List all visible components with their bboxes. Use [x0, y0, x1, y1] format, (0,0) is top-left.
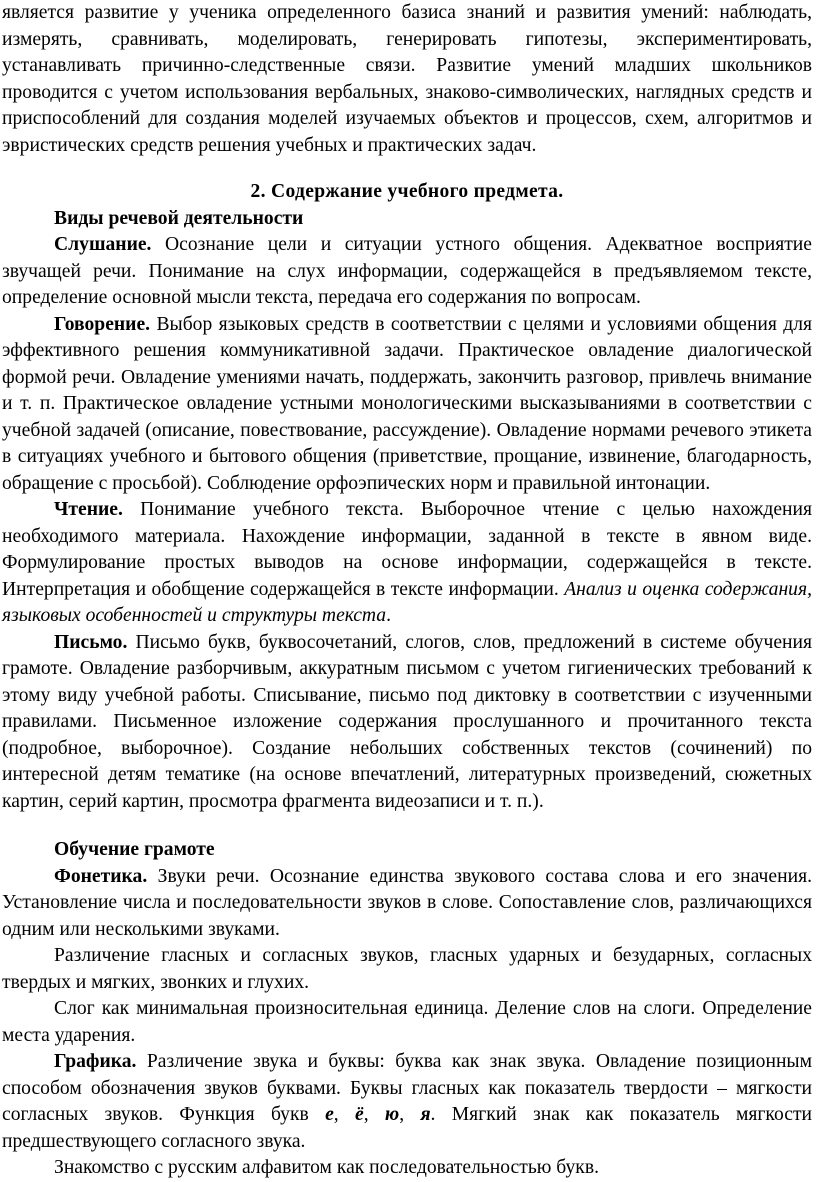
- paragraph-writing: [2, 630, 812, 816]
- paragraph-listening: [2, 232, 812, 312]
- term-reading: Чтение.: [54, 499, 123, 520]
- paragraph-reading: [2, 497, 812, 630]
- letter-sep-3: ,: [399, 1104, 421, 1125]
- letter-ya: я: [420, 1104, 431, 1125]
- subheading-speech-activity: Виды речевой деятельности: [54, 207, 304, 229]
- text-writing: Письмо букв, буквосочетаний, слогов, слов, предложений в системе обучения грамоте. Овладение разборчивым, аккуратным письмом с учетом гигиенических требований к этому виду учебной работы. Списывание, письмо под диктовку в соответствии с изученными правилами. Письменное изложение содержания прослушанного и прочитанного текста (подробное, выборочное). Создание небольших собственных текстов (сочинений) по интересной детям тематике (на основе впечатлений, литературных произведений, сюжетных картин, серий картин, просмотра фрагмента видеозаписи и т. п.).: [2, 631, 812, 812]
- paragraph-syllable: Слог как минимальная произносительная единица. Деление слов на слоги. Определение места ударения.: [2, 998, 812, 1046]
- term-speaking: Говорение.: [54, 313, 151, 335]
- letter-sep-2: ,: [363, 1104, 385, 1125]
- term-listening: Слушание.: [54, 234, 152, 255]
- end-reading: .: [386, 605, 391, 626]
- letter-yu: ю: [384, 1104, 400, 1125]
- text-graphics: Различение звука и буквы: буква как знак звука. Овладение позиционным способом обозначения звуков буквами. Буквы гласных как показатель твердости – мягкости согласных звуков. Функция букв: [2, 1051, 812, 1125]
- text-phonetics: Звуки речи. Осознание единства звукового состава слова и его значения. Установление числа и последовательности звуков в слове. Сопоставление слов, различающихся одним или несколькими звуками.: [2, 865, 812, 940]
- section-title: 2. Содержание учебного предмета.: [250, 181, 564, 202]
- text-graphics-end: . Мягкий знак как показатель мягкости предшествующего согласного звука.: [2, 1104, 812, 1152]
- paragraph-alphabet: Знакомство с русским алфавитом как последовательностью букв.: [54, 1157, 599, 1178]
- paragraph-vowels: Различение гласных и согласных звуков, гласных ударных и безударных, согласных твердых и мягких, звонких и глухих.: [2, 945, 812, 993]
- text-reading: Понимание учебного текста. Выборочное чтение с целью нахождения необходимого материала. Нахождение информации, заданной в тексте в явном виде. Формулирование простых выводов на основе информации, содержащейся в тексте. Интерпретация и обобщение содержащейся в тексте информации.: [2, 499, 812, 600]
- letter-sep-1: ,: [333, 1104, 355, 1125]
- paragraph-graphics: [2, 1049, 812, 1155]
- paragraph-speaking: [2, 312, 812, 498]
- text-speaking: Выбор языковых средств в соответствии с целями и условиями общения для эффективного решения коммуникативной задачи. Практическое овладение диалогической формой речи. Овладение умениями начать, поддержать, закончить разговор, привлечь внимание и т. п. Практическое овладение устными монологическими высказываниями в соответствии с учебной задачей (описание, повествование, рассуждение). Овладение нормами речевого этикета в ситуациях учебного и бытового общения (приветствие, прощание, извинение, благодарность, обращение с просьбой). Соблюдение орфоэпических норм и правильной интонации.: [2, 313, 812, 494]
- subheading-literacy: Обучение грамоте: [54, 839, 215, 860]
- text-listening: Осознание цели и ситуации устного общения. Адекватное восприятие звучащей речи. Понимание на слух информации, содержащейся в предъявляемом тексте, определение основной мысли текста, передача его содержания по вопросам.: [2, 234, 812, 308]
- term-writing: Письмо.: [54, 631, 128, 653]
- italic-reading: Анализ и оценка содержания, языковых особенностей и структуры текста: [2, 578, 812, 626]
- letter-e: е: [325, 1104, 334, 1125]
- paragraph-phonetics: [2, 864, 812, 944]
- term-phonetics: Фонетика.: [54, 865, 148, 887]
- intro-paragraph: является развитие у ученика определенного базиса знаний и развития умений: наблюдать, измерять, сравнивать, моделировать, генерировать гипотезы, экспериментировать, устанавливать причинно-следственные связи. Развитие умений младших школьников проводится с учетом использования вербальных, знаково-символических, наглядных средств и приспособлений для создания моделей изучаемых объектов и процессов, схем, алгоритмов и эвристических средств решения учебных и практических задач.: [2, 2, 812, 156]
- letter-yo: ё: [355, 1104, 364, 1125]
- term-graphics: Графика.: [54, 1051, 137, 1072]
